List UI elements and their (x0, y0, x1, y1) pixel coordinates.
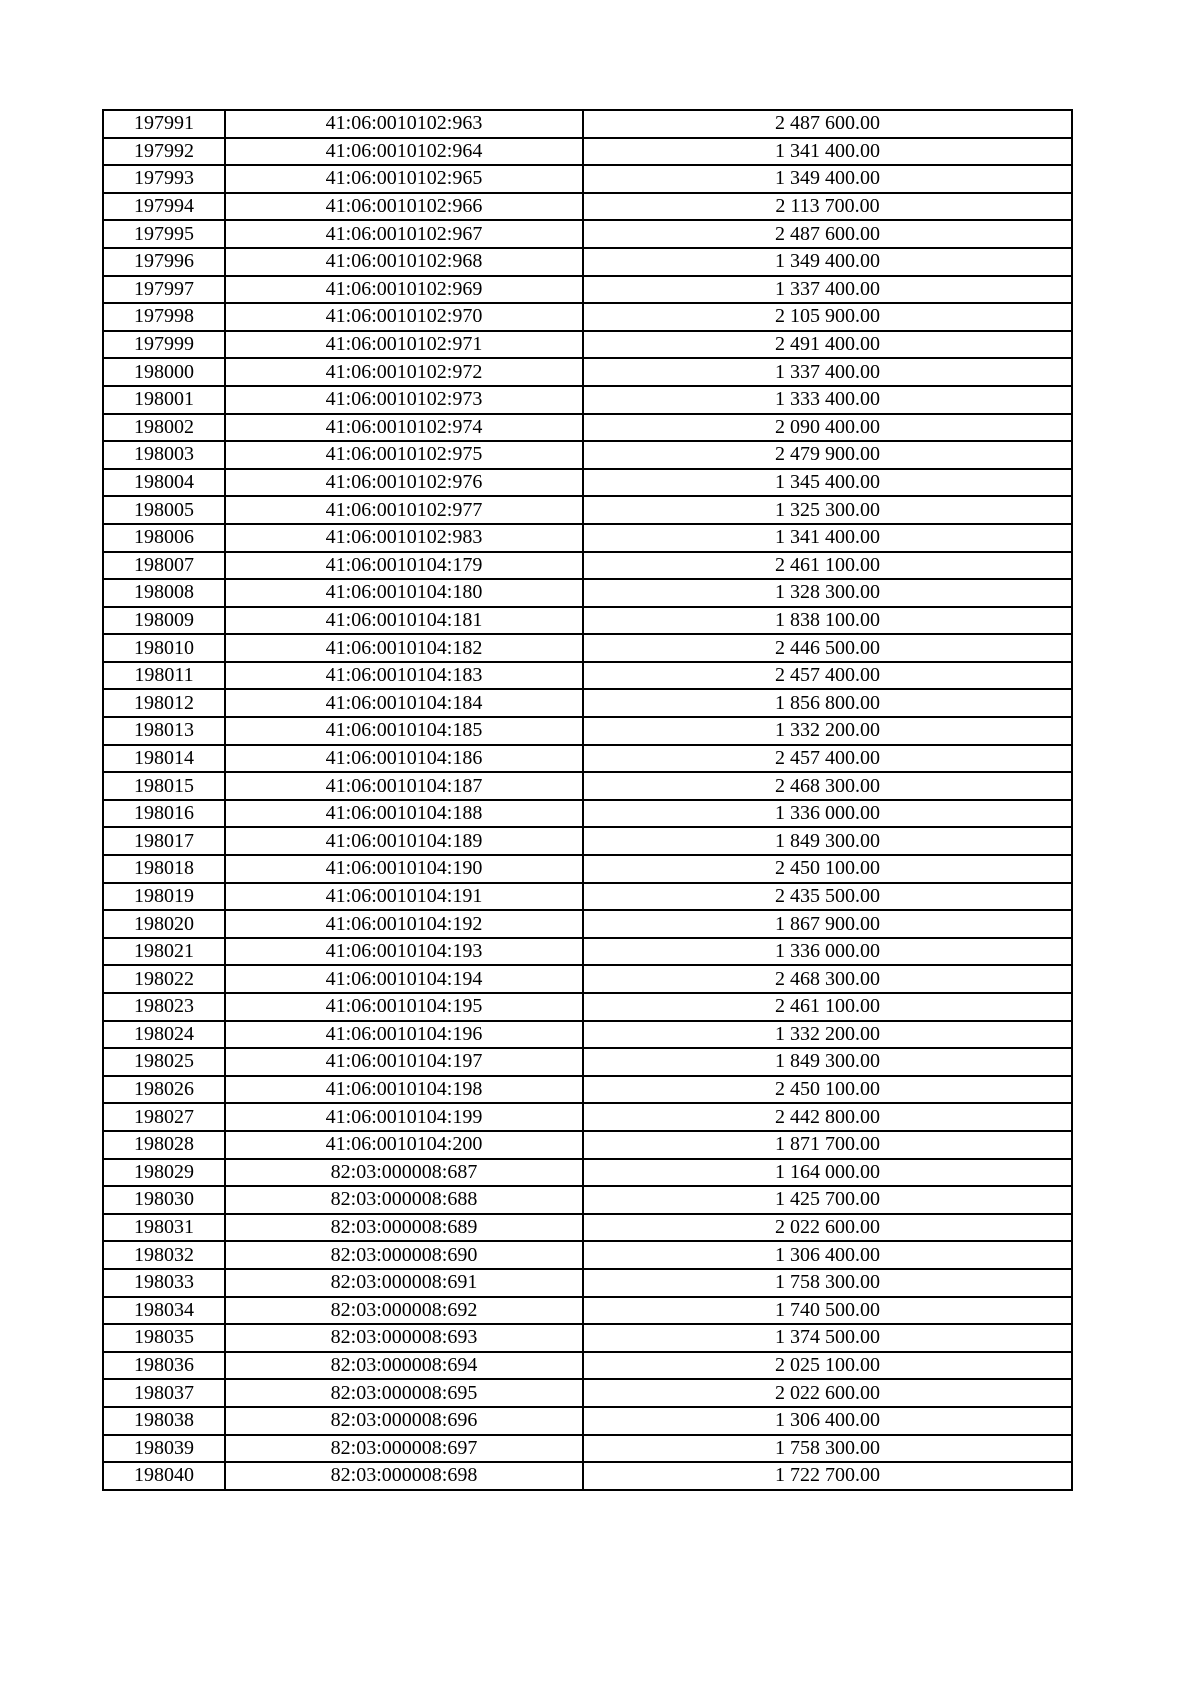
cadastral-number-cell: 41:06:0010102:970 (225, 303, 583, 331)
cadastral-value-cell: 1 838 100.00 (583, 607, 1072, 635)
table-row (103, 1103, 1072, 1131)
cadastral-value-cell: 1 758 300.00 (583, 1435, 1072, 1463)
table-row (103, 193, 1072, 221)
cadastral-number-cell: 41:06:0010102:975 (225, 441, 583, 469)
row-number-cell: 197991 (103, 110, 225, 138)
cadastral-number-cell: 41:06:0010104:199 (225, 1103, 583, 1131)
table-row (103, 662, 1072, 690)
row-number-cell: 198004 (103, 469, 225, 497)
cadastral-number-cell: 41:06:0010104:181 (225, 607, 583, 635)
cadastral-value-cell: 2 022 600.00 (583, 1214, 1072, 1242)
cadastral-value-cell: 1 425 700.00 (583, 1186, 1072, 1214)
row-number-cell: 198013 (103, 717, 225, 745)
table-row (103, 303, 1072, 331)
cadastral-value-cell: 2 025 100.00 (583, 1352, 1072, 1380)
row-number-cell: 197993 (103, 165, 225, 193)
cadastral-value-cell: 2 457 400.00 (583, 662, 1072, 690)
cadastral-value-cell: 1 333 400.00 (583, 386, 1072, 414)
cadastral-value-cell: 1 337 400.00 (583, 276, 1072, 304)
table-row (103, 220, 1072, 248)
table-row (103, 165, 1072, 193)
cadastral-number-cell: 82:03:000008:694 (225, 1352, 583, 1380)
table-row (103, 827, 1072, 855)
cadastral-number-cell: 41:06:0010102:976 (225, 469, 583, 497)
cadastral-number-cell: 41:06:0010104:195 (225, 993, 583, 1021)
row-number-cell: 198021 (103, 938, 225, 966)
table-row (103, 1021, 1072, 1049)
table-row (103, 634, 1072, 662)
table-row (103, 414, 1072, 442)
cadastral-number-cell: 41:06:0010104:185 (225, 717, 583, 745)
row-number-cell: 197996 (103, 248, 225, 276)
table-row (103, 1214, 1072, 1242)
row-number-cell: 198001 (103, 386, 225, 414)
row-number-cell: 198003 (103, 441, 225, 469)
table-row (103, 965, 1072, 993)
cadastral-number-cell: 82:03:000008:695 (225, 1379, 583, 1407)
table-row (103, 993, 1072, 1021)
row-number-cell: 197999 (103, 331, 225, 359)
row-number-cell: 198011 (103, 662, 225, 690)
cadastral-number-cell: 41:06:0010104:182 (225, 634, 583, 662)
cadastral-number-cell: 41:06:0010102:973 (225, 386, 583, 414)
cadastral-value-cell: 1 374 500.00 (583, 1324, 1072, 1352)
cadastral-number-cell: 41:06:0010104:179 (225, 552, 583, 580)
cadastral-number-cell: 41:06:0010104:180 (225, 579, 583, 607)
row-number-cell: 197997 (103, 276, 225, 304)
table-row (103, 138, 1072, 166)
cadastral-number-cell: 41:06:0010104:190 (225, 855, 583, 883)
cadastral-value-cell: 2 461 100.00 (583, 993, 1072, 1021)
row-number-cell: 198034 (103, 1297, 225, 1325)
table-row (103, 800, 1072, 828)
cadastral-value-cell: 1 758 300.00 (583, 1269, 1072, 1297)
cadastral-value-cell: 1 871 700.00 (583, 1131, 1072, 1159)
row-number-cell: 198002 (103, 414, 225, 442)
cadastral-number-cell: 82:03:000008:690 (225, 1241, 583, 1269)
table-row (103, 772, 1072, 800)
cadastral-number-cell: 41:06:0010104:187 (225, 772, 583, 800)
cadastral-number-cell: 41:06:0010104:183 (225, 662, 583, 690)
table-row (103, 717, 1072, 745)
row-number-cell: 198029 (103, 1159, 225, 1187)
table-row (103, 1269, 1072, 1297)
cadastral-number-cell: 41:06:0010102:971 (225, 331, 583, 359)
cadastral-value-cell: 2 450 100.00 (583, 855, 1072, 883)
cadastral-value-cell: 2 457 400.00 (583, 745, 1072, 773)
table-row (103, 1435, 1072, 1463)
cadastral-number-cell: 41:06:0010104:196 (225, 1021, 583, 1049)
cadastral-number-cell: 41:06:0010104:200 (225, 1131, 583, 1159)
table-row (103, 524, 1072, 552)
cadastral-value-cell: 1 341 400.00 (583, 138, 1072, 166)
table-row (103, 938, 1072, 966)
cadastral-number-cell: 41:06:0010102:966 (225, 193, 583, 221)
table-row (103, 1048, 1072, 1076)
cadastral-value-cell: 1 332 200.00 (583, 1021, 1072, 1049)
row-number-cell: 198027 (103, 1103, 225, 1131)
row-number-cell: 198033 (103, 1269, 225, 1297)
cadastral-number-cell: 41:06:0010104:188 (225, 800, 583, 828)
row-number-cell: 198019 (103, 883, 225, 911)
table-row (103, 1462, 1072, 1490)
cadastral-value-cell: 1 345 400.00 (583, 469, 1072, 497)
cadastral-value-cell: 2 435 500.00 (583, 883, 1072, 911)
row-number-cell: 198038 (103, 1407, 225, 1435)
cadastral-value-cell: 2 487 600.00 (583, 110, 1072, 138)
cadastral-value-cell: 2 487 600.00 (583, 220, 1072, 248)
row-number-cell: 198000 (103, 358, 225, 386)
table-row (103, 1131, 1072, 1159)
cadastral-value-cell: 1 164 000.00 (583, 1159, 1072, 1187)
table-row (103, 331, 1072, 359)
cadastral-value-cell: 1 337 400.00 (583, 358, 1072, 386)
cadastral-number-cell: 82:03:000008:696 (225, 1407, 583, 1435)
cadastral-number-cell: 41:06:0010102:964 (225, 138, 583, 166)
row-number-cell: 198008 (103, 579, 225, 607)
table-row (103, 496, 1072, 524)
row-number-cell: 198024 (103, 1021, 225, 1049)
cadastral-number-cell: 41:06:0010104:184 (225, 689, 583, 717)
cadastral-value-cell: 1 325 300.00 (583, 496, 1072, 524)
row-number-cell: 198022 (103, 965, 225, 993)
row-number-cell: 198023 (103, 993, 225, 1021)
cadastral-number-cell: 41:06:0010104:198 (225, 1076, 583, 1104)
row-number-cell: 197995 (103, 220, 225, 248)
cadastral-number-cell: 82:03:000008:688 (225, 1186, 583, 1214)
cadastral-number-cell: 41:06:0010102:983 (225, 524, 583, 552)
table-row (103, 1297, 1072, 1325)
table-row (103, 1076, 1072, 1104)
row-number-cell: 198018 (103, 855, 225, 883)
cadastral-number-cell: 41:06:0010102:968 (225, 248, 583, 276)
row-number-cell: 198036 (103, 1352, 225, 1380)
cadastral-value-cell: 2 468 300.00 (583, 965, 1072, 993)
cadastral-value-cell: 1 328 300.00 (583, 579, 1072, 607)
row-number-cell: 198031 (103, 1214, 225, 1242)
cadastral-number-cell: 82:03:000008:697 (225, 1435, 583, 1463)
cadastral-number-cell: 41:06:0010104:194 (225, 965, 583, 993)
cadastral-value-cell: 1 341 400.00 (583, 524, 1072, 552)
cadastral-number-cell: 41:06:0010104:186 (225, 745, 583, 773)
cadastral-value-cell: 1 336 000.00 (583, 938, 1072, 966)
cadastral-number-cell: 82:03:000008:687 (225, 1159, 583, 1187)
cadastral-number-cell: 82:03:000008:692 (225, 1297, 583, 1325)
cadastral-value-cell: 1 849 300.00 (583, 827, 1072, 855)
table-row (103, 910, 1072, 938)
cadastral-number-cell: 41:06:0010104:191 (225, 883, 583, 911)
row-number-cell: 198026 (103, 1076, 225, 1104)
cadastral-value-cell: 1 849 300.00 (583, 1048, 1072, 1076)
cadastral-number-cell: 41:06:0010104:197 (225, 1048, 583, 1076)
cadastral-value-cell: 1 856 800.00 (583, 689, 1072, 717)
cadastral-value-cell: 2 113 700.00 (583, 193, 1072, 221)
row-number-cell: 198006 (103, 524, 225, 552)
table-row (103, 1241, 1072, 1269)
table-row (103, 469, 1072, 497)
row-number-cell: 197998 (103, 303, 225, 331)
table-row (103, 607, 1072, 635)
cadastral-number-cell: 41:06:0010102:972 (225, 358, 583, 386)
cadastral-number-cell: 82:03:000008:698 (225, 1462, 583, 1490)
row-number-cell: 198035 (103, 1324, 225, 1352)
cadastral-value-cell: 2 468 300.00 (583, 772, 1072, 800)
cadastral-value-cell: 1 332 200.00 (583, 717, 1072, 745)
row-number-cell: 198020 (103, 910, 225, 938)
cadastral-number-cell: 41:06:0010104:193 (225, 938, 583, 966)
table-row (103, 855, 1072, 883)
cadastral-value-cell: 1 306 400.00 (583, 1407, 1072, 1435)
table-row (103, 689, 1072, 717)
row-number-cell: 198037 (103, 1379, 225, 1407)
row-number-cell: 198030 (103, 1186, 225, 1214)
cadastral-value-cell: 2 479 900.00 (583, 441, 1072, 469)
row-number-cell: 197992 (103, 138, 225, 166)
table-row (103, 552, 1072, 580)
cadastral-value-cell: 2 105 900.00 (583, 303, 1072, 331)
cadastral-value-cell: 2 022 600.00 (583, 1379, 1072, 1407)
table-row (103, 358, 1072, 386)
row-number-cell: 198010 (103, 634, 225, 662)
row-number-cell: 197994 (103, 193, 225, 221)
table-row (103, 110, 1072, 138)
table-row (103, 276, 1072, 304)
table-row (103, 386, 1072, 414)
table-row (103, 1407, 1072, 1435)
row-number-cell: 198040 (103, 1462, 225, 1490)
cadastral-value-table (102, 109, 1073, 1491)
row-number-cell: 198012 (103, 689, 225, 717)
cadastral-value-cell: 2 090 400.00 (583, 414, 1072, 442)
cadastral-value-cell: 1 349 400.00 (583, 248, 1072, 276)
table-row (103, 1379, 1072, 1407)
row-number-cell: 198032 (103, 1241, 225, 1269)
row-number-cell: 198017 (103, 827, 225, 855)
row-number-cell: 198039 (103, 1435, 225, 1463)
table-body (103, 110, 1072, 1490)
cadastral-value-cell: 1 722 700.00 (583, 1462, 1072, 1490)
table-row (103, 1186, 1072, 1214)
row-number-cell: 198028 (103, 1131, 225, 1159)
table-row (103, 1159, 1072, 1187)
row-number-cell: 198014 (103, 745, 225, 773)
cadastral-number-cell: 41:06:0010102:963 (225, 110, 583, 138)
table-row (103, 1352, 1072, 1380)
row-number-cell: 198007 (103, 552, 225, 580)
cadastral-value-cell: 1 349 400.00 (583, 165, 1072, 193)
cadastral-number-cell: 82:03:000008:693 (225, 1324, 583, 1352)
table-row (103, 248, 1072, 276)
row-number-cell: 198016 (103, 800, 225, 828)
cadastral-value-cell: 2 450 100.00 (583, 1076, 1072, 1104)
table-row (103, 1324, 1072, 1352)
cadastral-value-cell: 2 461 100.00 (583, 552, 1072, 580)
cadastral-number-cell: 41:06:0010102:974 (225, 414, 583, 442)
cadastral-number-cell: 41:06:0010102:967 (225, 220, 583, 248)
cadastral-value-cell: 2 491 400.00 (583, 331, 1072, 359)
cadastral-number-cell: 41:06:0010102:977 (225, 496, 583, 524)
table-row (103, 883, 1072, 911)
row-number-cell: 198009 (103, 607, 225, 635)
cadastral-number-cell: 41:06:0010102:965 (225, 165, 583, 193)
table-row (103, 579, 1072, 607)
cadastral-value-cell: 1 336 000.00 (583, 800, 1072, 828)
cadastral-number-cell: 41:06:0010104:192 (225, 910, 583, 938)
cadastral-value-cell: 1 306 400.00 (583, 1241, 1072, 1269)
table-row (103, 745, 1072, 773)
row-number-cell: 198025 (103, 1048, 225, 1076)
cadastral-value-cell: 1 867 900.00 (583, 910, 1072, 938)
row-number-cell: 198015 (103, 772, 225, 800)
table-row (103, 441, 1072, 469)
cadastral-value-cell: 2 446 500.00 (583, 634, 1072, 662)
cadastral-number-cell: 82:03:000008:691 (225, 1269, 583, 1297)
cadastral-value-cell: 1 740 500.00 (583, 1297, 1072, 1325)
row-number-cell: 198005 (103, 496, 225, 524)
cadastral-number-cell: 41:06:0010102:969 (225, 276, 583, 304)
cadastral-number-cell: 41:06:0010104:189 (225, 827, 583, 855)
cadastral-number-cell: 82:03:000008:689 (225, 1214, 583, 1242)
cadastral-value-cell: 2 442 800.00 (583, 1103, 1072, 1131)
